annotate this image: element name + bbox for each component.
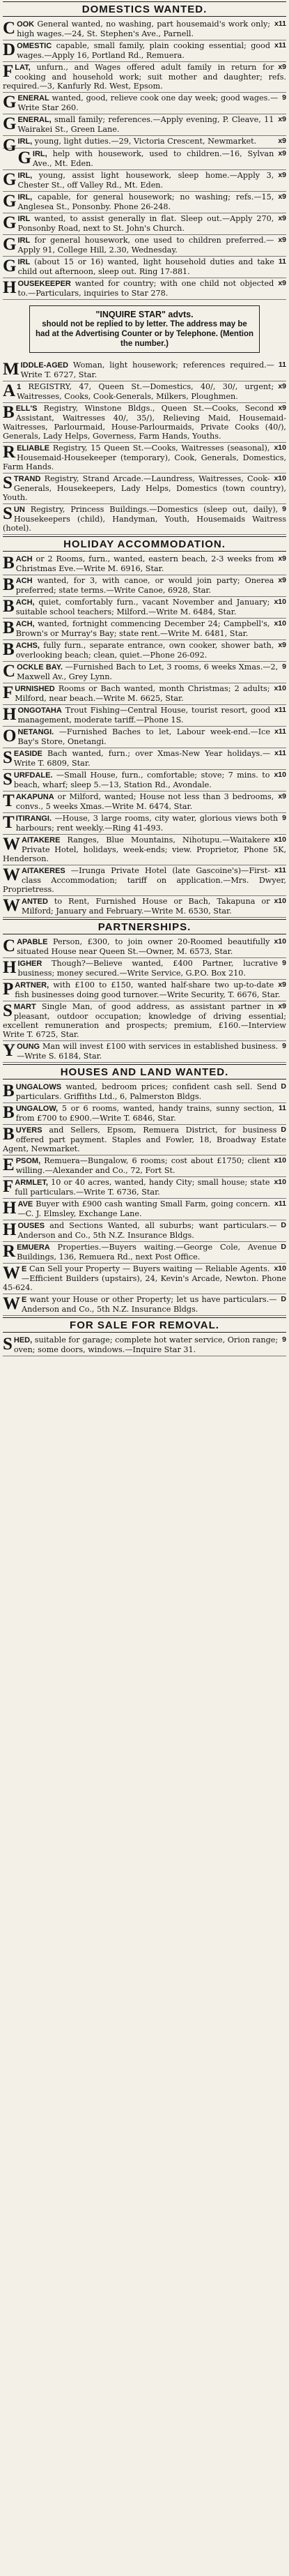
classified-ad — [3, 1001, 286, 1041]
ad-text: fully furn., separate entrance, own cooker, shower bath, overlooking beach; clean, quiet.—Phone 26-092. — [15, 641, 274, 660]
ad-text: Single Man, of good address, as assistant partner in pleasant, outdoor occupation; knowledge of driving essential; excellent remuneration and prospects; premium, £160.—Interview Write T. 6725, Star. — [3, 1002, 286, 1039]
classified-section — [3, 360, 286, 535]
ad-reference-code: x9 — [278, 576, 286, 584]
ad-drop-cap: C — [3, 662, 16, 681]
classified-ad — [3, 1242, 286, 1264]
ad-text: Registry, Winstone Bldgs., Queen St.—Cooks, Second Assistant, Waitresses 40/, 35/), Relieving Maid, Housemaid-Waitresses, Parlourmaid, House-Parlourmaids, Private Cooks (40/), Generals, Lady Helps, Governess, Farm Hands, Youths. — [3, 404, 286, 441]
classified-section — [3, 919, 286, 1063]
ad-text: Person, £300, to join owner 20-Roomed beautifully situated House near Queen St.—Owner, M. 6573, Star. — [17, 937, 270, 956]
classified-ad — [3, 213, 286, 235]
ad-lead-word: IRL, — [17, 137, 33, 146]
ad-reference-code: x9 — [278, 214, 286, 222]
ad-text: Properties.—Buyers waiting.—George Cole, Avenue Buildings, 136, Remuera Rd., next Post Office. — [17, 1243, 277, 1262]
ad-text: Registry, Princess Buildings.—Domestics (sleep out, daily), Housekeepers (child), Handyman, Youth, Housemaids Waitress (hotel). — [3, 505, 286, 533]
ad-lead-word: ACH — [15, 577, 33, 585]
ad-text: —House, 3 large rooms, city water, glorious views both harbours; rent weekly.—Ring 41-493. — [15, 814, 279, 833]
section-heading: HOLIDAY ACCOMMODATION. — [3, 536, 286, 552]
notice-heading: "INQUIRE STAR" advts. — [95, 310, 194, 319]
ad-drop-cap: O — [3, 727, 17, 745]
classified-ad — [3, 136, 286, 155]
classified-section — [3, 1064, 286, 1316]
classified-section — [3, 1317, 286, 1356]
ad-reference-code: x10 — [274, 1156, 286, 1165]
ad-drop-cap: Y — [3, 1041, 16, 1060]
ad-reference-code: x10 — [274, 1178, 286, 1186]
ad-text: Rooms or Bach wanted, month Christmas; 2 adults; Milford, near beach.—Write M. 6625, Star. — [15, 684, 270, 703]
ad-reference-code: x10 — [274, 474, 286, 483]
ad-text: wanted, to assist generally in flat. Sleep out.—Apply 270, Ponsonby Road, next to St. John's Church. — [17, 214, 274, 233]
ad-drop-cap: W — [3, 1264, 20, 1282]
ad-drop-cap: G — [3, 136, 17, 155]
ad-drop-cap: S — [3, 504, 13, 523]
classified-ad — [3, 683, 286, 705]
ad-lead-word: OOK — [17, 20, 35, 29]
ad-reference-code: x10 — [274, 897, 286, 905]
ad-reference-code: x11 — [274, 727, 286, 736]
ad-reference-code: x9 — [278, 279, 286, 287]
ad-reference-code: x11 — [274, 866, 286, 874]
ad-text: to Rent, Furnished House or Bach, Takapuna or Milford; January and February.—Write M. 6530, Star. — [22, 897, 270, 916]
ad-text: quiet, comfortably furn., vacant November and January; suitable school teachers; Milford.—Write M. 6484, Star. — [15, 598, 270, 616]
ad-text: Woman, light housework; references required.—Write T. 6727, Star. — [20, 361, 274, 379]
classified-ad — [3, 93, 286, 114]
ad-drop-cap: S — [3, 748, 13, 767]
ad-text: —Small House, furn., comfortable; stove; 7 mins. to beach, wharf; sleep 5.—13, Station Rd., Avondale. — [13, 771, 270, 789]
classified-ad — [3, 1103, 286, 1125]
ad-drop-cap: F — [3, 683, 14, 702]
ad-lead-word: ANTED — [22, 897, 48, 906]
classified-ad — [3, 381, 286, 403]
ad-reference-code: x9 — [278, 149, 286, 158]
ad-drop-cap: G — [3, 235, 17, 254]
ad-drop-cap: G — [3, 192, 17, 211]
ad-reference-code: D — [281, 1221, 286, 1229]
inquire-star-notice — [29, 305, 260, 353]
ad-lead-word: ENERAL — [17, 94, 49, 103]
ad-text: —Furnished Baches to let, Labour week-end.—Ice Bay's Store, Onetangi. — [17, 727, 271, 746]
classified-ad — [3, 705, 286, 727]
classified-ad — [3, 937, 286, 958]
ad-text: Trout Fishing—Central House, tourist resort, good management, moderate tariff.—Phone 1S. — [17, 706, 271, 725]
ad-text: for general housework, one used to children preferred.—Apply 91, College Hill, 2.30, Wednesday. — [17, 236, 274, 255]
ad-reference-code: x9 — [278, 192, 286, 201]
ad-reference-code: 11 — [278, 257, 286, 266]
ad-text: Though?—Believe wanted, £400 Partner, lucrative business; money secured.—Write Service, G.P.O. Box 210. — [17, 959, 279, 978]
ad-drop-cap: H — [3, 1220, 17, 1239]
ad-lead-word: ACH — [15, 555, 33, 563]
ad-reference-code: x10 — [274, 684, 286, 692]
classified-ad — [3, 1220, 286, 1242]
classified-ad — [3, 170, 286, 192]
ad-reference-code: x11 — [274, 1199, 286, 1208]
classified-ad — [3, 192, 286, 213]
ad-drop-cap: P — [3, 980, 14, 999]
ad-lead-word: TRAND — [13, 475, 41, 483]
ad-lead-word: UNGALOWS — [15, 1083, 62, 1091]
ad-lead-word: APABLE — [17, 938, 48, 946]
ad-lead-word: IGHER — [17, 960, 42, 968]
ad-text: Registry, 15 Queen St.—Cooks, Waitresses (seasonal), Housemaid-Housekeeper (temporary), Cook, Generals, Domestics, Farm Hands. — [3, 444, 286, 471]
ad-text: wanted, fortnight commencing December 24; Campbell's, Brown's or Murray's Bay; state rent.—Write M. 6481, Star. — [15, 619, 270, 638]
ad-reference-code: x11 — [274, 41, 286, 50]
classified-ad — [3, 575, 286, 597]
ad-drop-cap: B — [3, 597, 15, 616]
ad-lead-word: LAT, — [15, 63, 31, 72]
ad-drop-cap: B — [3, 1125, 15, 1144]
ad-lead-word: OMESTIC — [17, 42, 52, 50]
ad-drop-cap: M — [3, 360, 19, 379]
classified-ad — [3, 727, 286, 748]
ad-text: wanted, good, relieve cook one day week; good wages.—Write Star 260. — [17, 93, 279, 112]
classified-ad — [3, 1177, 286, 1199]
ad-text: capable, small family, plain cooking essential; good wages.—Apply 16, Portland Rd., Remuera. — [17, 41, 271, 60]
ad-lead-word: ARTNER, — [15, 981, 49, 990]
ad-reference-code: x10 — [274, 771, 286, 779]
ad-drop-cap: S — [3, 1001, 13, 1020]
ad-drop-cap: F — [3, 62, 14, 81]
ad-text: help with housework, used to children.—16, Sylvan Ave., Mt. Eden. — [32, 149, 274, 168]
ad-drop-cap: G — [3, 93, 17, 112]
ad-reference-code: x9 — [278, 792, 286, 801]
ad-reference-code: 9 — [282, 814, 286, 822]
ad-text: 10 or 40 acres, wanted, handy City; small house; state full particulars.—Write T. 6736, Star. — [15, 1178, 270, 1197]
ad-reference-code: x9 — [278, 382, 286, 391]
classified-ad — [3, 770, 286, 791]
ad-drop-cap: B — [3, 575, 15, 594]
ad-reference-code: x11 — [274, 20, 286, 28]
ad-drop-cap: B — [3, 619, 15, 637]
classified-ad — [3, 835, 286, 865]
classified-ad — [3, 1199, 286, 1220]
ad-reference-code: x11 — [274, 749, 286, 757]
ad-drop-cap: G — [3, 257, 17, 275]
ad-lead-word: AITAKERES — [22, 867, 65, 875]
ad-drop-cap: G — [3, 170, 17, 189]
ad-lead-word: ENERAL, — [17, 116, 52, 124]
section-heading: FOR SALE FOR REMOVAL. — [3, 1317, 286, 1333]
ad-lead-word: OCKLE BAY. — [17, 663, 63, 672]
ad-text: Can Sell your Property — Buyers waiting — Reliable Agents.—Efficient Builders (upstairs), 24, Kevin's Arcade, Newton. Phone 45-624. — [3, 1264, 286, 1292]
ad-drop-cap: R — [3, 1242, 16, 1261]
ad-reference-code: x9 — [278, 404, 286, 412]
ad-lead-word: UNGALOW, — [15, 1105, 58, 1113]
ad-drop-cap: F — [3, 1177, 14, 1196]
ad-reference-code: x9 — [278, 641, 286, 649]
ad-lead-word: ACH, — [15, 620, 35, 628]
ad-reference-code: x10 — [274, 598, 286, 606]
ad-lead-word: ACH, — [15, 598, 35, 607]
ad-reference-code: x9 — [278, 171, 286, 179]
ad-drop-cap: S — [3, 770, 13, 789]
ad-text: or Milford, wanted; House not less than 3 bedrooms, convs., 5 weeks Xmas.—Write M. 6474, Star. — [15, 792, 274, 811]
classified-ad — [3, 19, 286, 40]
ad-reference-code: x9 — [278, 236, 286, 244]
classified-ad — [3, 640, 286, 662]
ad-drop-cap: C — [3, 937, 16, 955]
ad-lead-word: OUNG — [17, 1043, 40, 1051]
ad-drop-cap: H — [3, 1199, 17, 1218]
classified-ad — [3, 1335, 286, 1356]
classified-ad — [3, 235, 286, 257]
ad-lead-word: ARMLET, — [15, 1179, 48, 1187]
classified-ad — [3, 149, 286, 170]
ad-lead-word: MART — [13, 1003, 36, 1011]
ad-reference-code: x10 — [274, 619, 286, 628]
ad-text: wanted, for 3, with canoe, or would join party; Onerea preferred; state terms.—Write Canoe, 6928, Star. — [15, 576, 274, 595]
classified-ad — [3, 1156, 286, 1177]
ad-text: suitable for garage; complete hot water service, Orion range; oven; some doors, windows.—Inquire Star 31. — [13, 1335, 279, 1354]
classified-ad — [3, 114, 286, 136]
classified-ad — [3, 791, 286, 813]
ad-reference-code: 9 — [282, 1042, 286, 1050]
ad-lead-word: URFDALE. — [13, 771, 53, 780]
ad-text: and Sections Wanted, all suburbs; want particulars.—Anderson and Co., 5th N.Z. Insurance Bldgs. — [17, 1221, 277, 1240]
ad-drop-cap: W — [3, 865, 20, 884]
ad-text: Buyer with £900 cash wanting Small Farm, going concern.—C. J. Elmsley, Exchange Lane. — [17, 1199, 271, 1218]
ad-lead-word: IRL, — [17, 193, 33, 202]
ad-lead-word: OUSES — [17, 1222, 45, 1230]
ad-drop-cap: T — [3, 813, 15, 832]
classified-ad — [3, 1264, 286, 1294]
ad-reference-code: 9 — [282, 1335, 286, 1344]
ad-drop-cap: G — [3, 213, 17, 232]
classified-ad — [3, 662, 286, 683]
ad-lead-word: ACHS, — [15, 642, 40, 650]
ad-lead-word: AVE — [17, 1200, 33, 1209]
ad-lead-word: OUSEKEEPER — [17, 280, 71, 288]
ad-reference-code: 11 — [278, 1104, 286, 1112]
ad-text: with £100 to £150, wanted half-share two up-to-date fish businesses doing good turnover.—Write Security, T. 6676, Star. — [15, 980, 281, 999]
classified-ad — [3, 1082, 286, 1103]
classified-ad — [3, 813, 286, 835]
ad-lead-word: HED, — [13, 1336, 33, 1344]
ad-lead-word: IDDLE-AGED — [20, 361, 69, 370]
ad-drop-cap: G — [3, 114, 17, 133]
ad-reference-code: x9 — [278, 137, 286, 145]
ad-lead-word: URNISHED — [15, 685, 55, 693]
ad-lead-word: EASIDE — [13, 750, 42, 758]
ad-reference-code: x9 — [278, 63, 286, 71]
classified-ad — [3, 40, 286, 62]
ad-reference-code: 9 — [282, 505, 286, 513]
ad-drop-cap: S — [3, 473, 13, 492]
ad-lead-word: IRL, — [17, 172, 33, 180]
classified-ad — [3, 278, 286, 300]
ad-reference-code: x10 — [274, 444, 286, 452]
ad-lead-word: ELIABLE — [17, 444, 50, 453]
ad-reference-code: D — [281, 1243, 286, 1251]
ad-reference-code: D — [281, 1295, 286, 1303]
classified-ad — [3, 1041, 286, 1063]
classified-ad — [3, 62, 286, 93]
ad-drop-cap: G — [17, 149, 31, 167]
ad-reference-code: D — [281, 1126, 286, 1134]
section-heading: PARTNERSHIPS. — [3, 919, 286, 934]
ad-lead-word: NETANGI. — [17, 728, 54, 736]
ad-lead-word: IRL — [17, 258, 31, 266]
ad-lead-word: ELL'S — [15, 404, 38, 413]
ad-text: Ranges, Blue Mountains, Nihotupu.—Waitakere Private Hotel, holidays, week-ends; view. Proprietor, Phone 5K, Henderson. — [3, 835, 286, 863]
ad-drop-cap: W — [3, 1294, 20, 1313]
ad-drop-cap: S — [3, 1335, 13, 1354]
ad-reference-code: D — [281, 1082, 286, 1091]
classified-ad — [3, 865, 286, 896]
ad-text: small family; references.—Apply evening, P. Cleave, 11 Wairakei St., Green Lane. — [17, 115, 274, 134]
classified-ad — [3, 1294, 286, 1316]
ad-drop-cap: W — [3, 896, 20, 915]
classified-page — [3, 1, 286, 1356]
ad-lead-word: EMUERA — [17, 1243, 50, 1252]
section-heading: HOUSES AND LAND WANTED. — [3, 1064, 286, 1079]
ad-text: 5 or 6 rooms, wanted, handy trains, sunny section, from £700 to £900.—Write T. 6846, Star. — [15, 1104, 274, 1123]
classified-ad — [3, 597, 286, 619]
ad-text: Bach wanted, furn.; over Xmas-New Year holidays.—Write T. 6809, Star. — [13, 749, 271, 768]
ad-reference-code: x9 — [278, 554, 286, 563]
classified-ad — [3, 896, 286, 918]
ad-text: or 2 Rooms, furn., wanted, eastern beach, 2-3 weeks from Christmas Eve.—Write M. 6916, Star. — [15, 554, 274, 573]
ad-drop-cap: B — [3, 640, 15, 659]
classified-ad — [3, 473, 286, 504]
ad-drop-cap: H — [3, 278, 17, 297]
ad-lead-word: ITIRANGI. — [15, 815, 52, 823]
ad-text: and Sellers, Epsom, Remuera District, for business offered part payment. Staples and Fowler, 18, Broadway Estate Agent, Newmarket. — [3, 1126, 286, 1153]
classified-ad — [3, 554, 286, 575]
ad-lead-word: PSOM, — [15, 1157, 41, 1165]
section-heading: DOMESTICS WANTED. — [3, 1, 286, 17]
ad-text: capable, for general housework; no washing; refs.—15, Anglesea St., Ponsonby. Phone 26-248. — [17, 192, 274, 211]
ad-drop-cap: B — [3, 1103, 15, 1122]
ad-lead-word: UN — [13, 506, 25, 514]
ad-drop-cap: H — [3, 705, 17, 724]
ad-text: Registry, Strand Arcade.—Laundress, Waitresses, Cook-Generals, Housekeepers, Lady Helps, Domestics (town country), Youth. — [3, 474, 286, 502]
ad-drop-cap: T — [3, 791, 15, 810]
ad-reference-code: x10 — [274, 937, 286, 946]
ad-lead-word: UYERS — [15, 1126, 42, 1135]
ad-drop-cap: B — [3, 1082, 15, 1100]
ad-text: —Furnished Bach to Let, 3 rooms, 6 weeks Xmas.—2, Maxwell Av., Grey Lynn. — [17, 662, 279, 681]
ad-reference-code: x9 — [278, 980, 286, 989]
ad-lead-word: E — [22, 1296, 27, 1304]
ad-reference-code: 11 — [278, 361, 286, 369]
ad-reference-code: x11 — [274, 706, 286, 714]
ad-lead-word: 1 — [17, 383, 22, 391]
ad-text: General wanted, no washing, part housemaid's work only; high wages.—24, St. Stephen's Ave., Parnell. — [17, 20, 271, 38]
notice-body: should not be replied to by letter. The address may be had at the Advertising Counter or by Telephone. (Mention the number.) — [35, 320, 254, 348]
ad-lead-word: IRL — [17, 236, 31, 245]
classified-section — [3, 1, 286, 353]
ad-lead-word: ONGOTAHA — [17, 706, 62, 715]
ad-lead-word: IRL — [17, 215, 31, 223]
classified-section — [3, 536, 286, 918]
ad-text: REGISTRY, 47, Queen St.—Domestics, 40/, 30/, urgent; Waitresses, Cooks, Cook-Generals, Milkers, Ploughmen. — [17, 382, 274, 401]
ad-lead-word: AKAPUNA — [15, 793, 54, 801]
classified-ad — [3, 1125, 286, 1156]
ad-text: (about 15 or 16) wanted, light household duties and take child out afternoon, sleep out. Ring 17-881. — [17, 257, 274, 276]
ad-drop-cap: B — [3, 403, 15, 422]
ad-text: Remuera—Bungalow, 6 rooms; cost about £1750; client willing.—Alexander and Co., 72, Fort St. — [15, 1156, 270, 1175]
ad-text: wanted for country; with one child not objected to.—Particulars, inquiries to Star 278. — [17, 279, 274, 298]
ad-drop-cap: W — [3, 835, 20, 854]
ad-drop-cap: E — [3, 1156, 15, 1174]
ad-drop-cap: D — [3, 40, 16, 59]
classified-ad — [3, 443, 286, 473]
classified-ad — [3, 958, 286, 980]
ad-drop-cap: R — [3, 443, 16, 462]
ad-text: wanted, bedroom prices; confident cash sell. Send particulars. Griffiths Ltd., 6, Palmerston Bldgs. — [15, 1082, 277, 1101]
classified-ad — [3, 403, 286, 443]
classified-ad — [3, 980, 286, 1001]
ad-reference-code: 9 — [282, 959, 286, 967]
ad-drop-cap: C — [3, 19, 16, 38]
ad-reference-code: x9 — [278, 115, 286, 123]
ad-drop-cap: A — [3, 381, 16, 400]
ad-reference-code: x10 — [274, 1264, 286, 1273]
classified-ad — [3, 504, 286, 535]
ad-text: unfurn., and Wages offered adult family in return for cooking and household work; suit mother and daughter; refs. required.—3, Kanfurly Rd. West, Epsom. — [3, 63, 286, 91]
ad-lead-word: IRL, — [32, 150, 47, 158]
ad-text: —Irunga Private Hotel (late Gascoine's)—First-class Accommodation; tariff on application.—Mrs. Dwyer, Proprietress. — [3, 866, 286, 894]
ad-drop-cap: H — [3, 958, 17, 977]
classified-ad — [3, 257, 286, 278]
ad-text: young, light duties.—29, Victoria Crescent, Newmarket. — [34, 137, 257, 146]
ad-lead-word: E — [22, 1265, 27, 1273]
ad-reference-code: x10 — [274, 835, 286, 844]
classified-ad — [3, 360, 286, 381]
ad-reference-code: x9 — [278, 1002, 286, 1010]
ad-reference-code: 9 — [282, 93, 286, 102]
classified-ad — [3, 748, 286, 770]
ad-text: want your House or other Property; let us have particulars.—Anderson and Co., 5th N.Z. Insurance Bldgs. — [22, 1295, 277, 1314]
classified-ad — [3, 619, 286, 640]
ad-reference-code: 9 — [282, 662, 286, 671]
ad-drop-cap: B — [3, 554, 15, 573]
ad-text: young, assist light housework, sleep home.—Apply 3, Chester St., off Valley Rd., Mt. Eden. — [17, 171, 274, 190]
ad-text: Man will invest £100 with services in established business.—Write S. 6184, Star. — [17, 1042, 279, 1061]
ad-lead-word: AITAKERE — [22, 836, 61, 844]
